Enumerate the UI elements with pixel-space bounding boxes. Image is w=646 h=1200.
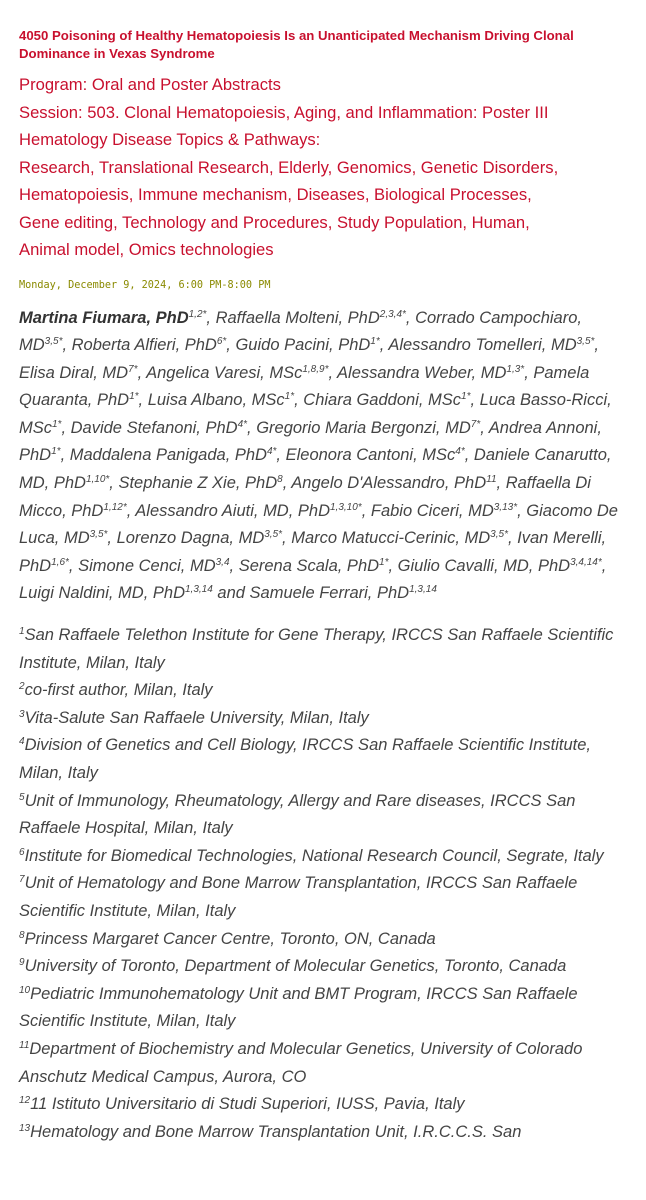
author-name: Serena Scala, PhD bbox=[238, 556, 380, 575]
author-name: Alessandro Tomelleri, MD bbox=[388, 336, 577, 355]
affiliation-item bbox=[19, 705, 634, 733]
author-affiliation-marks: 3,5* bbox=[576, 336, 595, 348]
author-affiliation-marks: 3,5* bbox=[44, 336, 63, 348]
author-name: Martina Fiumara, PhD bbox=[19, 308, 189, 327]
author-name: Corrado Campochiaro, MD bbox=[19, 308, 582, 355]
abstract-title: 4050 Poisoning of Healthy Hematopoiesis Is an Unanticipated Mechanism Driving Clonal Dominance in Vexas Syndrome bbox=[19, 28, 574, 61]
abstract-meta bbox=[19, 71, 634, 264]
author-entry: Simone Cenci, MD$^{3,4}$, bbox=[78, 556, 239, 575]
author-affiliation-marks: 3,5* bbox=[89, 529, 108, 541]
affiliation-number: 5 bbox=[19, 791, 25, 803]
author-entry: Alessandro Tomelleri, $MD^{3,5*}$, bbox=[388, 336, 599, 355]
author-name: Luisa Albano, MSc bbox=[147, 391, 285, 410]
author-affiliation-marks: 1,3,14 bbox=[409, 584, 437, 596]
author-entry: Serena Scala, PhD$^{1*}$, bbox=[238, 556, 398, 575]
author-name: Pamela Quaranta, PhD bbox=[19, 363, 590, 410]
author-name: Gregorio Maria Bergonzi, MD bbox=[256, 418, 471, 437]
author-entry: Angelo D'Alessandro, PhD$^{11}$, bbox=[291, 474, 506, 493]
author-affiliation-marks: 1* bbox=[51, 446, 61, 458]
author-entry: Lorenzo Dagna, $MD^{3,5*}$, bbox=[116, 529, 292, 548]
author-entry: Maddalena Panigada, PhD$^{4*}$, bbox=[69, 446, 286, 465]
author-entry: Marco Matucci-Cerinic, $MD^{3,5*}$, bbox=[291, 529, 518, 548]
program-line: Program: Oral and Poster Abstracts bbox=[19, 75, 281, 94]
affiliation-text: San Raffaele Telethon Institute for Gene Therapy, IRCCS San Raffaele Scientific Institute, Milan, Italy bbox=[19, 626, 614, 672]
affiliation-text: University of Toronto, Department of Molecular Genetics, Toronto, Canada bbox=[24, 957, 567, 976]
affiliation-text: co-first author, Milan, Italy bbox=[24, 681, 213, 700]
affiliation-text: Department of Biochemistry and Molecular Genetics, University of Colorado Anschutz Medical Campus, Aurora, CO bbox=[19, 1039, 583, 1086]
author-affiliation-marks: 1* bbox=[52, 418, 62, 430]
author-affiliation-marks: 4* bbox=[455, 446, 465, 458]
author-name: Eleonora Cantoni, MSc bbox=[285, 446, 456, 465]
author-entry: Ivan Merelli, PhD$^{1,6*}$, bbox=[19, 529, 607, 575]
author-name: Luca Basso-Ricci, MSc bbox=[19, 391, 612, 437]
affiliation-text: Princess Margaret Cancer Centre, Toronto, ON, Canada bbox=[24, 929, 436, 948]
author-affiliation-marks: 3,13* bbox=[493, 501, 518, 513]
topics-line: Research, Translational Research, Elderly, Genomics, Genetic Disorders, bbox=[19, 157, 559, 177]
author-name: Marco Matucci-Cerinic, MD bbox=[291, 529, 491, 548]
affiliation-number: 11 bbox=[19, 1039, 30, 1051]
session-date: Monday, December 9, 2024, 6:00 PM-8:00 PM bbox=[19, 279, 271, 291]
author-affiliation-marks: 2,3,4* bbox=[379, 308, 406, 320]
author-entry: Giulio Cavalli, MD, PhD$^{3,4,14*}$, bbox=[397, 556, 607, 575]
affiliation-item bbox=[19, 870, 634, 925]
affiliation-item bbox=[19, 788, 634, 843]
author-entry: Corrado Campochiaro, $MD^{3,5*}$, bbox=[19, 308, 582, 355]
author-list bbox=[19, 305, 634, 609]
affiliation-number: 9 bbox=[19, 957, 25, 969]
author-affiliation-marks: 3,4,14* bbox=[570, 556, 602, 568]
affiliation-number: 10 bbox=[19, 984, 31, 996]
author-entry: Luca Basso-Ricci, MSc$^{1*}$, bbox=[19, 391, 612, 437]
affiliation-item bbox=[19, 1119, 634, 1147]
author-affiliation-marks: 1,10* bbox=[85, 474, 110, 486]
affiliation-number: 12 bbox=[19, 1095, 31, 1107]
author-name: Angelo D'Alessandro, PhD bbox=[291, 474, 487, 493]
author-entry: Martina Fiumara, PhD$^{1,2*}$, bbox=[19, 308, 216, 327]
author-name: Angelica Varesi, MSc bbox=[146, 363, 303, 382]
author-name: Alessandro Aiuti, MD, PhD bbox=[135, 501, 330, 520]
author-entry: Alessandra Weber, $MD^{1,3*}$, bbox=[337, 363, 534, 382]
author-affiliation-marks: 3,5* bbox=[264, 529, 283, 541]
author-name: Fabio Ciceri, MD bbox=[370, 501, 494, 520]
author-affiliation-marks: 1,12* bbox=[103, 501, 127, 513]
author-affiliation-marks: 1,3,10* bbox=[330, 501, 362, 513]
affiliation-text: Unit of Immunology, Rheumatology, Allergy and Rare diseases, IRCCS San Raffaele Hospital, Milan, Italy bbox=[19, 791, 576, 838]
author-affiliation-marks: 7* bbox=[470, 418, 481, 430]
affiliation-number: 3 bbox=[19, 708, 25, 720]
author-entry bbox=[217, 584, 437, 602]
author-name: Guido Pacini, PhD bbox=[235, 336, 371, 355]
author-affiliation-marks: 1,8,9* bbox=[302, 363, 329, 375]
author-entry: Chiara Gaddoni, MSc$^{1*}$, bbox=[303, 391, 480, 410]
author-name: Davide Stefanoni, PhD bbox=[70, 418, 238, 437]
author-affiliation-marks: 7* bbox=[128, 363, 138, 375]
author-name: Lorenzo Dagna, MD bbox=[116, 529, 265, 548]
author-affiliation-marks: 6* bbox=[216, 336, 227, 348]
affiliation-item bbox=[19, 843, 634, 871]
topics-line: Hematopoiesis, Immune mechanism, Diseases, Biological Processes, bbox=[19, 185, 532, 204]
author-name: Roberta Alfieri, PhD bbox=[71, 336, 217, 355]
author-name: Andrea Annoni, PhD bbox=[19, 418, 602, 465]
author-affiliation-marks: 1,2* bbox=[188, 308, 207, 320]
affiliation-item bbox=[19, 622, 634, 677]
author-affiliation-marks: 11 bbox=[486, 474, 497, 486]
author-affiliation-marks: 4* bbox=[266, 446, 277, 458]
author-name: Simone Cenci, MD bbox=[78, 556, 216, 575]
affiliation-number: 13 bbox=[19, 1122, 31, 1134]
author-name: Stephanie Z Xie, PhD bbox=[118, 474, 278, 493]
author-affiliation-marks: 3,5* bbox=[490, 529, 508, 541]
author-entry: Angelica Varesi, MSc$^{1,8,9*}$, bbox=[146, 363, 338, 382]
affiliation-text: Hematology and Bone Marrow Transplantation Unit, I.R.C.C.S. San bbox=[30, 1122, 522, 1141]
author-entry: Pamela Quaranta, PhD$^{1*}$, bbox=[19, 363, 590, 410]
author-entry: Elisa Diral, $MD^{7*}$, bbox=[19, 363, 147, 382]
affiliation-number: 1 bbox=[19, 626, 25, 638]
author-entry: Raffaella Di Micco, PhD$^{1,12*}$, bbox=[19, 474, 591, 520]
author-affiliation-marks: 1* bbox=[379, 556, 389, 568]
affiliation-number: 6 bbox=[19, 846, 25, 858]
affiliation-text: Division of Genetics and Cell Biology, IRCCS San Raffaele Scientific Institute, Milan, Italy bbox=[19, 736, 592, 782]
author-affiliation-marks: 8 bbox=[277, 474, 283, 486]
author-name: Daniele Canarutto, MD, PhD bbox=[19, 446, 612, 493]
author-name: Luigi Naldini, MD, PhD bbox=[19, 584, 185, 603]
affiliation-item bbox=[19, 981, 634, 1036]
author-name: Giacomo De Luca, MD bbox=[19, 501, 618, 548]
author-affiliation-marks: 1* bbox=[284, 391, 295, 403]
affiliation-item bbox=[19, 677, 634, 705]
author-entry: Fabio Ciceri, $MD^{3,13*}$, bbox=[370, 501, 527, 520]
affiliation-item bbox=[19, 1091, 634, 1119]
author-affiliation-marks: 1* bbox=[129, 391, 139, 403]
author-entry: Eleonora Cantoni, MSc$^{4*}$, bbox=[285, 446, 474, 465]
affiliation-item bbox=[19, 926, 634, 954]
affiliation-item bbox=[19, 732, 634, 787]
author-entry: Daniele Canarutto, MD, PhD$^{1,10*}$, bbox=[19, 446, 612, 493]
author-affiliation-marks: 3,4 bbox=[215, 556, 230, 568]
affiliation-text: Vita-Salute San Raffaele University, Milan, Italy bbox=[24, 708, 369, 727]
author-entry: Luisa Albano, MSc$^{1*}$, bbox=[147, 391, 304, 410]
author-name: Alessandra Weber, MD bbox=[337, 363, 507, 382]
affiliation-list bbox=[19, 622, 634, 1146]
topics-line: Gene editing, Technology and Procedures, Study Population, Human, bbox=[19, 212, 530, 232]
topics-line: Animal model, Omics technologies bbox=[19, 240, 274, 259]
author-affiliation-marks: 1,3* bbox=[506, 363, 525, 375]
affiliation-item bbox=[19, 953, 634, 981]
author-affiliation-marks: 1* bbox=[461, 391, 471, 403]
affiliation-text: Pediatric Immunohematology Unit and BMT Program, IRCCS San Raffaele Scientific Institute, Milan, Italy bbox=[19, 984, 578, 1031]
author-entry bbox=[19, 584, 217, 602]
author-entry: Raffaella Molteni, PhD$^{2,3,4*}$, bbox=[215, 308, 416, 327]
author-entry: Guido Pacini, PhD$^{1*}$, bbox=[235, 336, 389, 355]
author-entry: Roberta Alfieri, PhD$^{6*}$, bbox=[71, 336, 236, 355]
affiliation-number: 2 bbox=[19, 681, 25, 693]
affiliation-text: Unit of Hematology and Bone Marrow Transplantation, IRCCS San Raffaele Scientific Institute, Milan, Italy bbox=[19, 874, 578, 920]
author-name: Raffaella Di Micco, PhD bbox=[19, 474, 591, 520]
affiliation-number: 7 bbox=[19, 874, 25, 886]
author-name: Giulio Cavalli, MD, PhD bbox=[397, 556, 571, 575]
author-affiliation-marks: 1,3,14 bbox=[184, 584, 213, 596]
author-name: Elisa Diral, MD bbox=[19, 363, 129, 382]
author-affiliation-marks: 4* bbox=[237, 418, 248, 430]
author-entry: Stephanie Z Xie, PhD$^8$, bbox=[118, 474, 292, 493]
author-name: Raffaella Molteni, PhD bbox=[215, 308, 380, 327]
affiliation-number: 4 bbox=[19, 736, 25, 748]
author-name: Maddalena Panigada, PhD bbox=[69, 446, 267, 465]
author-name: Ivan Merelli, PhD bbox=[19, 529, 607, 575]
author-name: Samuele Ferrari, PhD bbox=[249, 584, 410, 603]
affiliation-text: Institute for Biomedical Technologies, National Research Council, Segrate, Italy bbox=[24, 846, 604, 865]
topics-line: Hematology Disease Topics & Pathways: bbox=[19, 130, 321, 149]
author-entry: Gregorio Maria Bergonzi, $MD^{7*}$, bbox=[256, 418, 489, 437]
affiliation-text: 11 Istituto Universitario di Studi Superiori, IUSS, Pavia, Italy bbox=[30, 1095, 465, 1114]
author-name: Chiara Gaddoni, MSc bbox=[303, 391, 462, 410]
affiliation-number: 8 bbox=[19, 929, 25, 941]
author-entry: Giacomo De Luca, $MD^{3,5*}$, bbox=[19, 501, 618, 548]
author-affiliation-marks: 1* bbox=[370, 336, 380, 348]
author-conjunction: and bbox=[217, 584, 250, 603]
session-line: Session: 503. Clonal Hematopoiesis, Aging, and Inflammation: Poster III bbox=[19, 102, 549, 122]
author-entry: Andrea Annoni, PhD$^{1*}$, bbox=[19, 418, 602, 465]
author-affiliation-marks: 1,6* bbox=[51, 556, 69, 568]
author-entry: Davide Stefanoni, PhD$^{4*}$, bbox=[70, 418, 257, 437]
affiliation-item bbox=[19, 1036, 634, 1091]
author-entry: Alessandro Aiuti, MD, PhD$^{1,3,10*}$, bbox=[135, 501, 371, 520]
